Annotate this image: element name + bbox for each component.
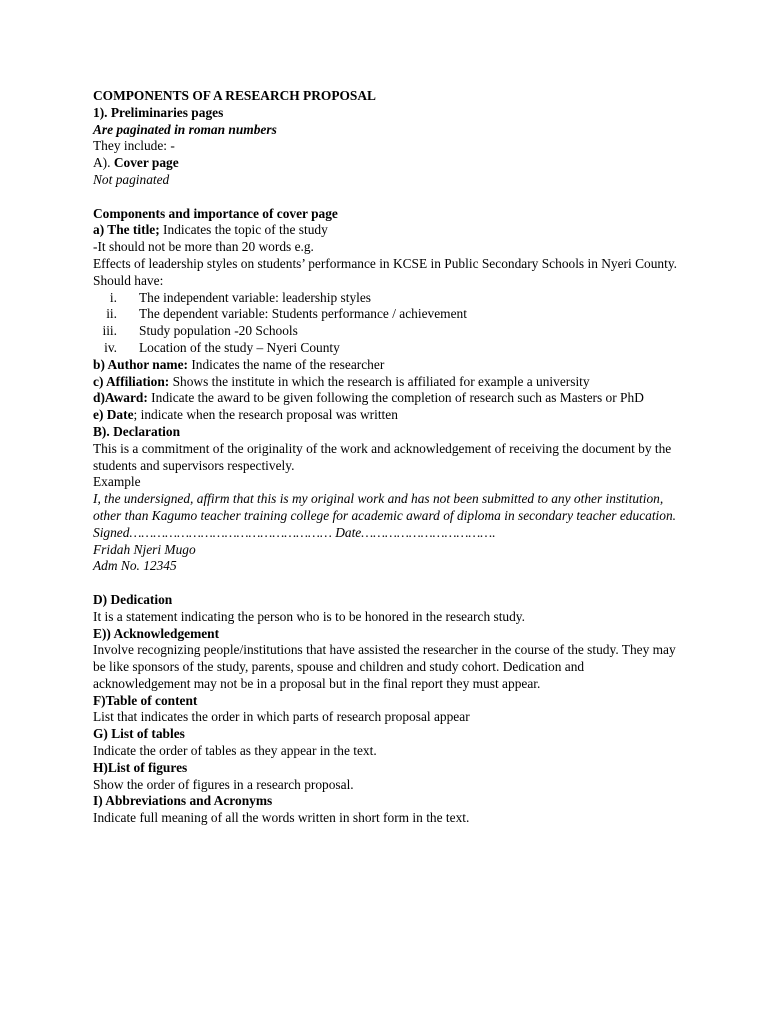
they-include-text: They include: - bbox=[93, 138, 175, 154]
document-page bbox=[93, 88, 678, 827]
title-item-text: Indicates the topic of the study bbox=[159, 222, 328, 238]
author-label: b) Author name: bbox=[93, 356, 188, 372]
award-text: Indicate the award to be given following the completion of research such as Masters or PhD bbox=[147, 390, 644, 406]
date-label: e) Date bbox=[93, 407, 134, 423]
affiliation-line bbox=[93, 374, 678, 391]
award-label: d)Award: bbox=[93, 390, 148, 406]
dedication-text: It is a statement indicating the person who is to be honored in the research study. bbox=[93, 608, 525, 624]
author-text: Indicates the name of the researcher bbox=[187, 356, 385, 372]
preliminaries-note: Are paginated in roman numbers bbox=[93, 121, 277, 137]
cover-page-prefix: A). bbox=[93, 155, 114, 171]
affiliation-label: c) Affiliation: bbox=[93, 373, 170, 389]
list-item-text: Location of the study – Nyeri County bbox=[139, 339, 340, 355]
list-item-text: Study population -20 Schools bbox=[139, 323, 298, 339]
acknowledgement-text: Involve recognizing people/institutions that have assisted the researcher in the course of the study. They may be like sponsors of the study, parents, spouse and children and study cohort. Dedication and acknowledgement may not be in a proposal but in the final report they must appear. bbox=[93, 642, 676, 691]
title-example-text: Effects of leadership styles on students’ performance in KCSE in Public Secondary Schools in Nyeri County. bbox=[93, 255, 677, 271]
cover-page-line bbox=[93, 155, 678, 172]
list-item bbox=[93, 323, 678, 340]
acknowledgement-heading: )) Acknowledgement bbox=[101, 625, 220, 641]
declaration-text: This is a commitment of the originality of the work and acknowledgement of receiving the document by the students and supervisors respectively. bbox=[93, 440, 672, 473]
preliminaries-heading: 1). Preliminaries pages bbox=[93, 104, 224, 120]
toc-text: List that indicates the order in which parts of research proposal appear bbox=[93, 709, 470, 725]
list-item-text: The independent variable: leadership styles bbox=[139, 289, 372, 305]
declaration-example-label: Example bbox=[93, 474, 141, 490]
date-line bbox=[93, 407, 678, 424]
list-item-number: i. bbox=[109, 289, 117, 305]
spacer bbox=[93, 575, 678, 592]
figures-text: Show the order of figures in a research proposal. bbox=[93, 776, 354, 792]
award-line bbox=[93, 390, 678, 407]
abbreviations-text: Indicate full meaning of all the words written in short form in the text. bbox=[93, 810, 470, 826]
affiliation-text: Shows the institute in which the research is affiliated for example a university bbox=[169, 373, 590, 389]
cover-page-heading: Cover page bbox=[113, 155, 179, 171]
student-name: Fridah Njeri Mugo bbox=[93, 541, 196, 557]
dedication-heading: D) Dedication bbox=[93, 591, 173, 607]
tables-text: Indicate the order of tables as they appear in the text. bbox=[93, 743, 377, 759]
declaration-example-text: I, the undersigned, affirm that this is my original work and has not been submitted to any other institution, other than Kagumo teacher training college for academic award of diploma in secondary teacher education. bbox=[93, 491, 677, 523]
spacer bbox=[93, 189, 678, 206]
signature-line: Signed…………………………………………… Date……………………………. bbox=[93, 524, 496, 540]
acknowledgement-prefix: E bbox=[93, 625, 102, 641]
declaration-heading: B). Declaration bbox=[93, 423, 181, 439]
list-item-number: ii. bbox=[106, 306, 117, 322]
title-limit-text: -It should not be more than 20 words e.g. bbox=[93, 239, 314, 255]
should-have-text: Should have: bbox=[93, 272, 164, 288]
tables-heading: G) List of tables bbox=[93, 726, 185, 742]
cover-page-note: Not paginated bbox=[93, 171, 170, 187]
list-item bbox=[93, 340, 678, 357]
list-item-text: The dependent variable: Students performance / achievement bbox=[139, 306, 467, 322]
abbreviations-heading: I) Abbreviations and Acronyms bbox=[93, 793, 273, 809]
acknowledgement-heading-line bbox=[93, 626, 678, 643]
list-item-number: iv. bbox=[104, 339, 117, 355]
date-text: ; indicate when the research proposal was written bbox=[133, 407, 398, 423]
list-item bbox=[93, 306, 678, 323]
toc-heading: F)Table of content bbox=[93, 692, 198, 708]
components-heading: Components and importance of cover page bbox=[93, 205, 338, 221]
author-line bbox=[93, 357, 678, 374]
title-item-line bbox=[93, 222, 678, 239]
admission-number: Adm No. 12345 bbox=[93, 558, 177, 574]
list-item-number: iii. bbox=[102, 323, 117, 339]
figures-heading: H)List of figures bbox=[93, 759, 188, 775]
title-components-list bbox=[93, 290, 678, 357]
title-item-label: a) The title; bbox=[93, 222, 160, 238]
list-item bbox=[93, 290, 678, 307]
document-title: COMPONENTS OF A RESEARCH PROPOSAL bbox=[93, 88, 376, 103]
